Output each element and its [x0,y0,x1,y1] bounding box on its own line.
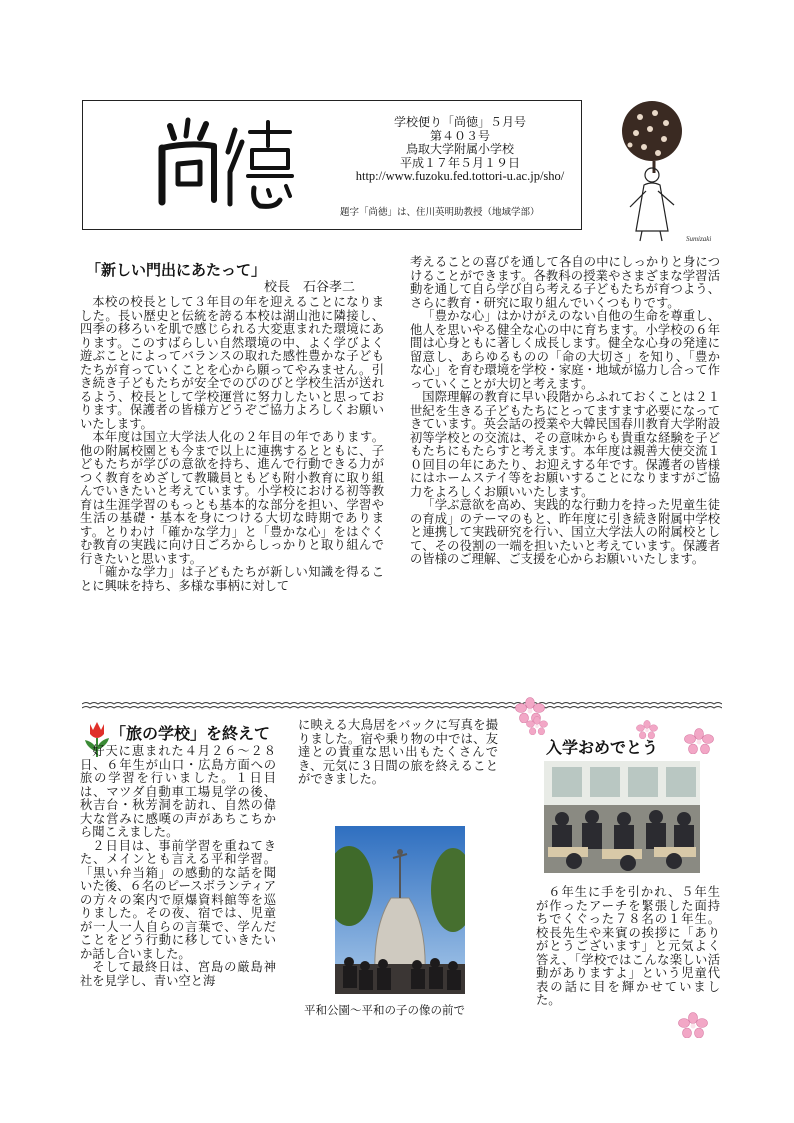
wavy-divider [82,700,722,712]
paragraph: に映える大鳥居をバックに写真を撮りました。宿や乗り物の中では、友達との貴重な思い出もたくさんでき、元気に３日間の旅を終えることができました。 [298,718,498,786]
paragraph: ２日目は、事前学習を重ねてきた、メインとも言える平和学習。「黒い弁当箱」の感動的な話を聞いた後、６名のピースボランティアの方々の案内で原爆資料館等を巡りました。その夜、宿では、児童が一人一人自らの言葉で、学んだことをどう行動に移していきたいか話し合いました。 [80,838,276,961]
peace-park-photo-caption: 平和公園～平和の子の像の前で [304,1003,465,1017]
principal-article-column-right [410,256,720,567]
paragraph: 本年度は国立大学法人化の２年目の年であります。他の附属校園とも今まで以上に連携するとともに、子どもたちが学びの意欲を持ち、進んで行動できる力がつく教育をめざして教職員ともども附小教育に取り組んでいきたいと考えています。小学校における初等教育は生涯学習のもっとも基本的な部分を担い、学習や生活の基礎・基本を身につける大切な時期であります。とりわけ「確かな学力」と「豊かな心」をはぐくむ教育の実践に向け日ごろからしっかりと取り組んで行きたいと思います。 [80,430,384,566]
principal-article-title: 「新しい門出にあたって」 [86,261,267,279]
school-url[interactable]: http://www.fuzoku.fed.tottori-u.ac.jp/sho/ [355,169,565,183]
paragraph: 「確かな学力」は子どもたちが新しい知識を得ることに興味を持ち、多様な事柄に対して [80,565,384,593]
cherry-blossom-icon [684,728,714,754]
cherry-blossom-icon [678,1012,708,1038]
shotoku-calligraphy-logo [150,112,300,212]
trip-article-title: 「旅の学校」を終えて [110,724,271,743]
paragraph: ６年生に手を引かれ、５年生が作ったアーチを緊張した面持ちでくぐった７８名の１年生。校長先生や来賓の挨拶に「ありがとうございます」と元気よく答え、「学校ではこんな楽しい活動がありますよ」という児童代表の話に目を輝かせていました。 [536,885,720,1007]
issue-date: 平成１７年５月１９日 [399,155,520,170]
entrance-ceremony-photo [544,761,700,873]
principal-article-author: 校長 石谷孝二 [264,280,356,295]
entrance-article-title: 入学おめでとう [546,738,659,757]
logo-text: 尚徳 [150,112,152,113]
peace-park-photo [335,826,465,994]
logo-credit: 題字「尚徳」は、住川英明助教授（地域学部） [340,207,540,218]
trip-article-column-left [80,745,276,988]
paragraph: 考えることの喜びを通して各自の中にしっかりと身につけることができます。各教科の授業やさまざまな学習活動を通して自ら学び自ら考える子どもたちが育つよう、さらに教育・研究に取り組んでいくつもりです。 [410,255,720,310]
paragraph: 本校の校長として３年目の年を迎えることになりました。長い歴史と伝統を誇る本校は湖山池に隣接し、四季の移ろいを肌で感じられる大変恵まれた環境にあります。このすばらしい自然環境の中、よく学びよく遊ぶことによってバランスの取れた感性豊かな子どもたちが育っていくことを心から願ってやみません。引き続き子どもたちが安全でのびのびと学校生活が送れるよう、校長として学校運営に努力したいと思っております。保護者の皆様方どうぞご協力よろしくお願いいたします。 [80,295,384,431]
paragraph: そして最終日は、宮島の厳島神社を見学し、青い空と海 [80,960,276,988]
newsletter-title: 学校便り「尚徳」５月号 [393,115,526,129]
entrance-article-text [536,886,720,1008]
cherry-blossom-icon [526,716,548,735]
paragraph: 好天に恵まれた４月２６～２８日、６年生が山口・広島方面への旅の学習を行いました。１日目は、マツダ自動車工場見学の後、秋吉台・秋芳洞を訪れ、自然の偉大な営みに感嘆の声があちこちから聞こえました。 [80,744,276,839]
principal-article-column-left [80,296,384,593]
school-name: 鳥取大学附属小学校 [405,142,514,156]
issue-number: 第４０３号 [429,128,490,143]
paragraph: 「豊かな心」はかけがえのない自他の生命を尊重し、他人を思いやる健全な心の中に育ちます。小学校の６年間は心身ともに著しく成長します。健全な心身の発達に留意し、あらゆるものの「命の大切さ」を知り、「豊かな心」を育む環境を学校・家庭・地域が協力し合って作っていくことが大切と考えます。 [410,309,720,391]
paragraph: 国際理解の教育に早い段階からふれておくことは２１世紀を生きる子どもたちにとってますます必要になってきています。英会話の授業や大韓民国春川教育大学附設初等学校との交流は、その意味からも貴重な経験を子どもたちにもたらすと考えます。本年度は親善大使交流１０回目の年にあたり、お迎えする年です。保護者の皆様にはホームステイ等をお願いすることになりますがご協力をよろしくお願いいたします。 [410,390,720,499]
mascot-signature: Sumizaki [686,235,712,243]
paragraph: 「学ぶ意欲を高め、実践的な行動力を持った児童生徒の育成」のテーマのもと、昨年度に引き続き附属中学校と連携して実践研究を行い、国立大学法人の附属校として、その役割の一端を担いたいと考えています。保護者の皆様のご理解、ご支援を心からお願いいたします。 [410,498,720,566]
trip-article-column-right [298,719,498,787]
masthead-info [330,116,590,184]
mascot-illustration [600,95,720,245]
